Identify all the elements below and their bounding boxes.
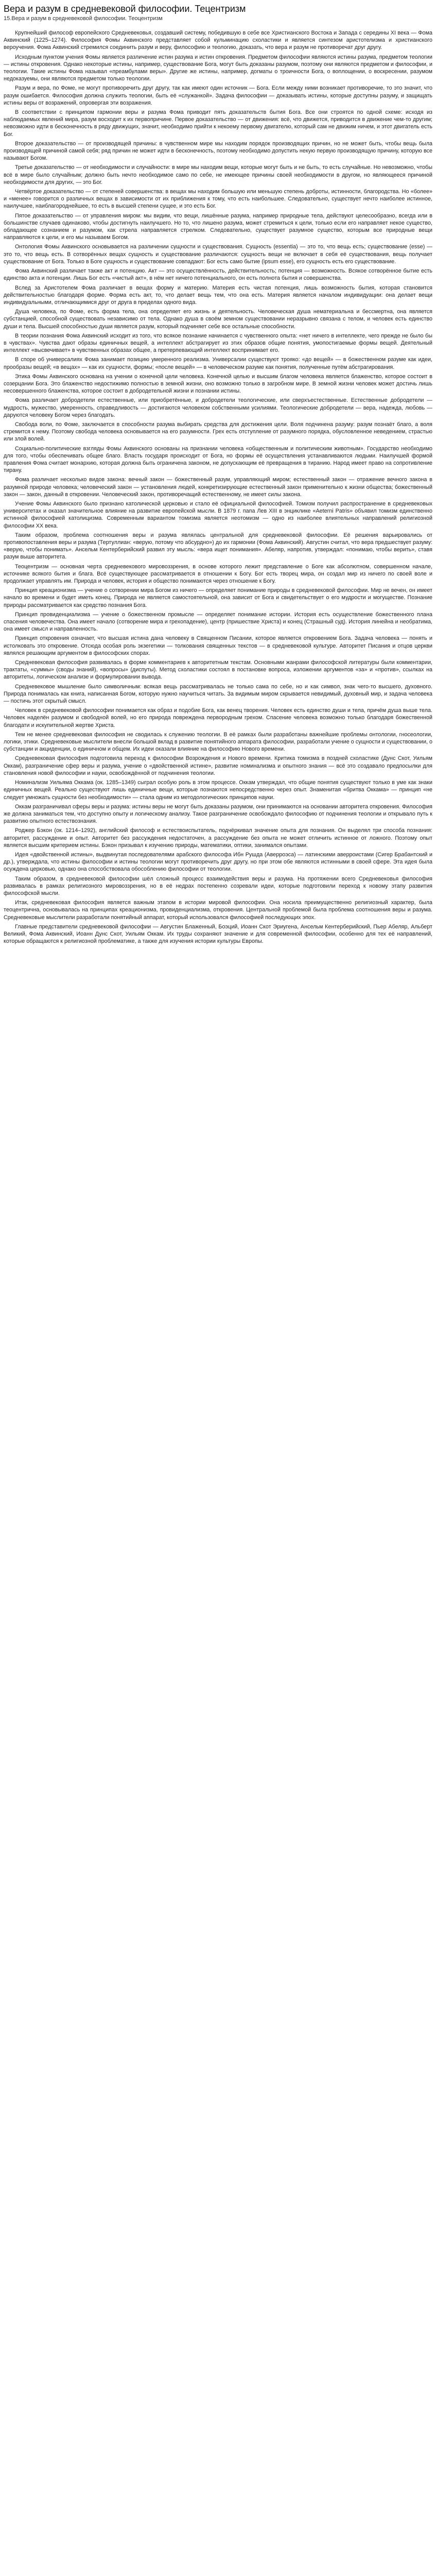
paragraph: В теории познания Фома Аквинский исходит из того, что всякое познание начинается с чувственного опыта: «нет ничего в интеллекте, чего прежде не было бы в чувствах». Чувства дают образы единичных вещей, а интеллект абстрагирует из этих образов общие понятия, умопостигаемые формы вещей. Деятельный интеллект «высвечивает» в чувственных образах общее, а претерпевающий интеллект воспринимает его. — [4, 332, 432, 354]
paragraph: Средневековая философия развивалась в форме комментариев к авторитетным текстам. Основными жанрами философской литературы были комментарии, трактаты, «суммы» (своды знаний), «вопросы» (диспуты). Метод схоластики состоял в постановке вопроса, изложении аргументов «за» и «против», ссылках на авторитеты, логическом анализе и формулировании вывода. — [4, 659, 432, 681]
paragraph: Теоцентризм — основная черта средневекового мировоззрения, в основе которого лежит представление о Боге как абсолютном, совершенном начале, источнике всякого бытия и блага. Всё существующее рассматривается в отношении к Богу. Бог есть творец мира, он создал мир из ничего по своей воле и продолжает управлять им. Природа и человек, история и общество понимаются через отношение к Богу. — [4, 563, 432, 585]
paragraph: Средневековое мышление было символичным: всякая вещь рассматривалась не только сама по себе, но и как символ, знак чего-то высшего, духовного. Природа понималась как книга, написанная Богом, которую нужно научиться читать. За видимым миром скрывается невидимый, духовный мир, и задача человека — постичь этот скрытый смысл. — [4, 683, 432, 705]
paragraph: Этика Фомы Аквинского основана на учении о конечной цели человека. Конечной целью и высшим благом человека является блаженство, которое состоит в созерцании Бога. Это блаженство недостижимо полностью в земной жизни, оно возможно только в загробном мире. В земной жизни человек может достичь лишь несовершенного блаженства, которое состоит в добродетельной жизни и познании истины. — [4, 373, 432, 395]
paragraph: Таким образом, проблема соотношения веры и разума являлась центральной для средневековой философии. Её решения варьировались от противопоставления веры и разума (Тертуллиан: «верую, потому что абсурдно») до их гармонии (Фома Аквинский). Августин считал, что вера предшествует разуму: «верую, чтобы понимать». Ансельм Кентерберийский развил эту мысль: «вера ищет понимания». Абеляр, напротив, утверждал: «понимаю, чтобы верить», ставя разум выше авторитета. — [4, 532, 432, 561]
paragraph: Крупнейший философ европейского Средневековья, создавший систему, победившую в себе все Христианского Востока и Запада с середины XI века — Фома Аквинский (1225–1274). Философия Фомы Аквинского представляет собой кульминацию схоластики и является синтезом аристотелизма и христианского вероучения. Фома Аквинский стремился соединить разум и веру, философию и теологию, доказать, что вера и разум не противоречат друг другу. — [4, 30, 432, 51]
paragraph: Роджер Бэкон (ок. 1214–1292), английский философ и естествоиспытатель, подчёркивал значение опыта для познания. Он выделял три способа познания: авторитет, рассуждение и опыт. Авторитет без рассуждения недостаточен, а рассуждение без опыта не может отличить истинное от ложного. Поэтому опыт является высшим критерием истины. Бэкон призывал к изучению природы, математики, оптики, занимался опытами. — [4, 827, 432, 849]
article-body — [4, 29, 432, 945]
paragraph: Фома Аквинский различает также акт и потенцию. Акт — это осуществлённость, действительность; потенция — возможность. Всякое сотворённое бытие есть единство акта и потенции. Лишь Бог есть «чистый акт», в нём нет ничего потенциального, он есть полнота бытия и совершенства. — [4, 268, 432, 282]
paragraph: Номинализм Уильяма Оккама (ок. 1285–1349) сыграл особую роль в этом процессе. Оккам утверждал, что общие понятия существуют только в уме как знаки единичных вещей. Реально существуют лишь единичные вещи, которые познаются непосредственно через опыт. Знаменитая «бритва Оккама» — принцип «не следует умножать сущности без необходимости» — стала одним из методологических принципов науки. — [4, 779, 432, 801]
paragraph: Разум и вера, по Фоме, не могут противоречить друг другу, так как имеют один источник — Бога. Если между ними возникает противоречие, то это значит, что разум ошибается. Философия должна служить теологии, быть её «служанкой». Задача философии — доказывать истины, которые доступны разуму, и защищать истины веры от возражений, опровергая эти возражения. — [4, 85, 432, 106]
paragraph: Второе доказательство — от производящей причины: в чувственном мире мы находим порядок производящих причин, но не может быть, чтобы вещь была производящей причиной самой себя; ряд причин не может идти в бесконечность, поэтому необходимо допустить некую первую производящую причину, которую все называют Богом. — [4, 140, 432, 162]
paragraph: Фома различает несколько видов закона: вечный закон — божественный разум, управляющий миром; естественный закон — отражение вечного закона в разумной природе человека; человеческий закон — установления людей, конкретизирующие естественный закон применительно к жизни общества; божественный закон — закон, данный в откровении. Человеческий закон, противоречащий естественному, не имеет силы закона. — [4, 477, 432, 498]
paragraph: Исходным пунктом учения Фомы является различение истин разума и истин откровения. Предметом философии являются истины разума, предметом теологии — истины откровения. Однако некоторые истины, например, существование Бога, могут быть доказаны разумом, поэтому они являются предметом и философии, и теологии. Такие истины Фома называл «преамбулами веры». Другие же истины, например, догматы о троичности Бога, о воплощении, о воскресении, разумом недоказуемы, они являются предметом только теологии. — [4, 54, 432, 82]
paragraph: Вслед за Аристотелем Фома различает в вещах форму и материю. Материя есть чистая потенция, лишь возможность бытия, которая становится действительностью благодаря форме. Форма есть акт, то, что делает вещь тем, что она есть. Материя является началом индивидуации: она делает вещи индивидуальными, отличающимися друг от друга в пределах одного вида. — [4, 284, 432, 306]
paragraph: Главные представители средневековой философии — Августин Блаженный, Боэций, Иоанн Скот Эриугена, Ансельм Кентерберийский, Пьер Абеляр, Альберт Великий, Фома Аквинский, Иоанн Дунс Скот, Уильям Оккам. Их труды сохраняют значение и для современной философии, особенно для тех её направлений, которые обращаются к религиозной проблематике, а также для изучения истории культуры Европы. — [4, 923, 432, 945]
paragraph: Социально-политические взгляды Фомы Аквинского основаны на признании человека «общественным и политическим животным». Государство необходимо для того, чтобы обеспечивать общее благо. Власть государя происходит от Бога, но формы её осуществления устанавливаются людьми. Наилучшей формой правления Фома считает монархию, которая должна быть ограничена законом, не допускающим её превращения в тиранию. Народ имеет право на сопротивление тирану. — [4, 445, 432, 474]
paragraph: Итак, средневековая философия является важным этапом в истории мировой философии. Она носила преимущественно религиозный характер, была теоцентрична, основывалась на принципах креационизма, провиденциализма, откровения. Центральной проблемой была проблема соотношения веры и разума. Средневековые мыслители разработали понятийный аппарат, который использовался философией последующих эпох. — [4, 900, 432, 921]
paragraph: Идея «двойственной истины», выдвинутая последователями арабского философа Ибн Рушда (Аверроэса) — латинскими аверроистами (Сигер Брабантский и др.), утверждала, что истины философии и истины теологии могут противоречить друг другу, но при этом обе являются истинными в своей сфере. Эта идея была осуждена церковью, однако она способствовала обособлению философии от теологии. — [4, 851, 432, 873]
paragraph: Душа человека, по Фоме, есть форма тела, она определяет его жизнь и деятельность. Человеческая душа нематериальна и бессмертна, она является субстанцией, способной существовать независимо от тела. Однако душа в своём земном существовании неразрывно связана с телом, и человек есть единство души и тела. Высшей способностью души является разум, который подчиняет себе все остальные способности. — [4, 309, 432, 330]
paragraph: Принцип креационизма — учение о сотворении мира Богом из ничего — определяет понимание природы в средневековой философии. Мир не вечен, он имеет начало во времени и будет иметь конец. Природа не является самостоятельной, она зависит от Бога и свидетельствует о его мудрости и могуществе. Познание природы рассматривается как средство познания Бога. — [4, 587, 432, 608]
paragraph: Принцип провиденциализма — учение о божественном промысле — определяет понимание истории. История есть осуществление божественного плана спасения человечества. Она имеет начало (сотворение мира и грехопадение), центр (пришествие Христа) и конец (Страшный суд). История линейна и необратима, она имеет смысл и направленность. — [4, 611, 432, 633]
paragraph: Четвёртое доказательство — от степеней совершенства: в вещах мы находим большую или меньшую степень доброты, истинности, благородства. Но «более» и «менее» говорится о различных вещах в зависимости от их приближения к тому, что есть наибольшее. Следовательно, существует нечто наиболее истинное, наилучшее, наиблагороднейшее, то есть в высшей степени сущее, и это есть Бог. — [4, 189, 432, 210]
paragraph: Учение Фомы Аквинского было признано католической церковью и стало её официальной философией. Томизм получил распространение в средневековых университетах и оказал значительное влияние на развитие европейской мысли. В 1879 г. папа Лев XIII в энциклике «Aeterni Patris» объявил томизм единственно истинной философией католицизма. Современным вариантом томизма является неотомизм — одно из наиболее влиятельных направлений религиозной философии XX века. — [4, 500, 432, 529]
paragraph: Человек в средневековой философии понимается как образ и подобие Бога, как венец творения. Человек есть единство души и тела, причём душа выше тела. Человек наделён разумом и свободной волей, но его природа повреждена первородным грехом. Спасение человека возможно только благодаря божественной благодати и искупительной жертве Христа. — [4, 707, 432, 728]
paragraph: Принцип откровения означает, что высшая истина дана человеку в Священном Писании, которое является откровением Бога. Задача человека — понять и истолковать это откровение. Отсюда особая роль экзегетики — толкования священных текстов — в средневековой культуре. Авторитет Писания и отцов церкви являлся решающим аргументом в философских спорах. — [4, 635, 432, 656]
paragraph: Тем не менее средневековая философия не сводилась к служению теологии. В её рамках были разработаны важнейшие проблемы онтологии, гносеологии, логики, этики. Средневековые мыслители внесли большой вклад в развитие понятийного аппарата философии, разработали учение о сущности и существовании, о субстанции и акциденции, о единичном и общем. Их идеи оказали влияние на философию Нового времени. — [4, 731, 432, 753]
paragraph: Онтология Фомы Аквинского основывается на различении сущности и существования. Сущность (essentia) — это то, что вещь есть; существование (esse) — это то, что вещь есть. В сотворённых вещах сущность и существование различаются: сущность вещи не включает в себя её существования, вещь получает существование от Бога. Только в Боге сущность и существование совпадают: Бог есть само бытие (ipsum esse), его сущность есть его существование. — [4, 244, 432, 265]
page-subtitle: 15.Вера и разум в средневековой философии. Теоцентризм — [4, 15, 163, 22]
paragraph: Таким образом, в средневековой философии шёл сложный процесс взаимодействия веры и разума. На протяжении всего Средневековья философия развивалась в рамках религиозного мировоззрения, но в её недрах постепенно созревали идеи, которые подготовили переход к новому этапу развития философской мысли. — [4, 875, 432, 896]
paragraph: Третье доказательство — от необходимости и случайности: в мире мы находим вещи, которые могут быть и не быть, то есть случайные. Но невозможно, чтобы всё в мире было случайным; должно быть нечто необходимое само по себе, не имеющее причины своей необходимости в другом, но являющееся причиной необходимости для других, — это Бог. — [4, 164, 432, 185]
page — [0, 0, 436, 957]
paragraph: В споре об универсалиях Фома занимает позицию умеренного реализма. Универсалии существуют трояко: «до вещей» — в божественном разуме как идеи, прообразы вещей; «в вещах» — как их сущности, формы; «после вещей» — в человеческом разуме как понятия, полученные путём абстрагирования. — [4, 357, 432, 370]
page-title: Вера и разум в средневековой философии. Тецентризм — [4, 4, 246, 14]
paragraph: Средневековая философия подготовила переход к философии Возрождения и Нового времени. Критика томизма в поздней схоластике (Дунс Скот, Уильям Оккам), разграничение сфер веры и разума, учение о «двойственной истине», развитие номинализма и опытного знания — всё это создавало предпосылки для становления новой философии и науки, освобождённой от подчинения теологии. — [4, 755, 432, 776]
paragraph: Свобода воли, по Фоме, заключается в способности разума выбирать средства для достижения цели. Воля подчинена разуму: разум познаёт благо, а воля стремится к нему. Поэтому свобода человека основывается на его разумности. Грех есть отступление от разумного порядка, обусловленное неведением, страстью или злой волей. — [4, 421, 432, 443]
paragraph: Оккам разграничивал сферы веры и разума: истины веры не могут быть доказаны разумом, они принимаются на основании авторитета откровения. Философия же должна заниматься тем, что доступно опыту и логическому анализу. Такое разграничение освобождало философию от подчинения теологии и открывало путь к развитию опытного естествознания. — [4, 803, 432, 825]
paragraph: Пятое доказательство — от управления миром: мы видим, что вещи, лишённые разума, например природные тела, действуют целесообразно, всегда или в большинстве случаев одинаково, чтобы достигнуть наилучшего. Но то, что лишено разума, может стремиться к цели, только если его направляет некое существо, обладающее сознанием и разумом, как стрела направляется стрелком. Следовательно, существует разумное существо, которым все природные вещи направляются к цели, и его мы называем Богом. — [4, 212, 432, 241]
paragraph: В соответствии с принципом гармонии веры и разума Фома приводит пять доказательств бытия Бога. Все они строятся по одной схеме: исходя из наблюдаемых явлений мира, разум восходит к их первопричине. Первое доказательство — от движения: всё, что движется, приводится в движение чем-то другим; невозможно идти в бесконечность в ряду движущих, значит, необходимо прийти к некоему первому двигателю, который сам не движим ничем, и этот двигатель есть Бог. — [4, 109, 432, 138]
paragraph: Фома различает добродетели естественные, или приобретённые, и добродетели теологические, или сверхъестественные. Естественные добродетели — мудрость, мужество, умеренность, справедливость — достигаются человеком собственными усилиями. Теологические добродетели — вера, надежда, любовь — даруются человеку Богом через благодать. — [4, 397, 432, 418]
